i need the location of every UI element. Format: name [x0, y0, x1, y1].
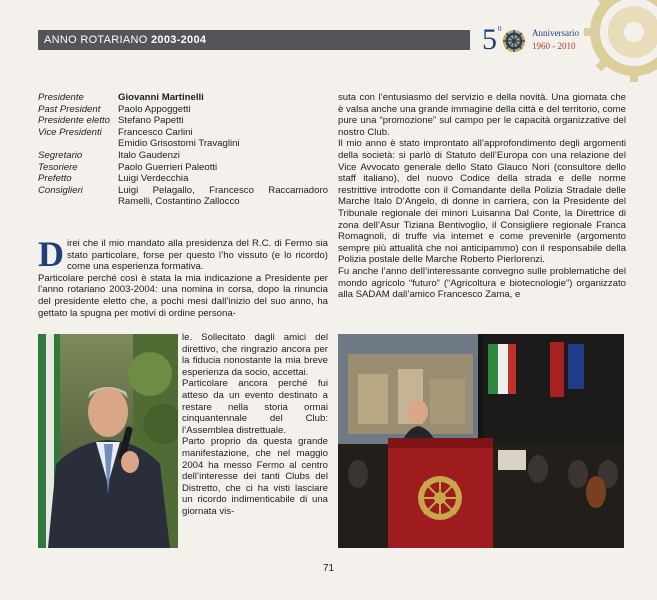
- officer-row: [38, 173, 328, 185]
- officer-name: Giovanni Martinelli: [118, 92, 204, 103]
- officer-name: Paolo Appoggetti: [118, 103, 191, 115]
- section-year: 2003-2004: [150, 34, 207, 46]
- officer-name: Francesco Carlini: [118, 126, 193, 138]
- body-paragraph: Particolare ancora perché fui atteso da un evento destinato a restare nella storia ormai cinquantennale del Club: l’Assemblea distrettuale.: [182, 378, 328, 436]
- officer-role: Prefetto: [38, 173, 72, 185]
- officer-row: [38, 162, 328, 174]
- intro-paragraph: Particolare perché così è stata la mia indicazione a Presidente per l’anno rotariano 2003-2004: una nomina in corsa, dopo la rinuncia del presidente eletto che, a pochi mesi dall’inizio del suo anno, ha gettato la spugna per motivi di ordine persona-: [38, 272, 328, 319]
- continued-text: [182, 332, 328, 518]
- officer-row: [38, 185, 328, 208]
- body-paragraph: Fu anche l’anno dell’interessante convegno sulle problematiche del mondo agricolo “futuro” (“Agricoltura e biotecnologie”) organizzato alla SADAM dall’amico Francesco Zama, e: [338, 265, 626, 301]
- rotary-wheel-icon: [501, 28, 527, 54]
- officer-name: Luigi Verdecchia: [118, 173, 189, 185]
- officers-list: [38, 92, 328, 208]
- photo-illustration: [338, 334, 624, 548]
- officer-name: Luigi Pelagallo, Francesco Raccamadoro: [118, 184, 328, 196]
- section-header: [38, 30, 470, 50]
- drop-cap: D: [38, 234, 64, 274]
- anniversary-label: Anniversario: [532, 28, 579, 38]
- officer-name: Italo Gaudenzi: [118, 149, 180, 161]
- officer-row: [38, 104, 328, 116]
- officer-role: Presidente: [38, 92, 84, 103]
- officer-name: Emidio Grisostomi Travaglini: [118, 138, 240, 150]
- officer-name: Stefano Papetti: [118, 115, 184, 127]
- officer-row: [38, 150, 328, 162]
- anniversary-logo: [480, 22, 590, 60]
- section-title: ANNO ROTARIANO: [44, 34, 148, 46]
- officer-name: Paolo Guerrieri Paleotti: [118, 161, 218, 173]
- officer-row: [38, 115, 328, 127]
- officer-role: Presidente eletto: [38, 115, 110, 127]
- officer-role: Segretario: [38, 149, 83, 161]
- officer-row: [38, 92, 328, 104]
- president-speaking-photo: [38, 334, 178, 548]
- officer-names: [118, 185, 328, 208]
- officer-role: Tesoriere: [38, 161, 78, 173]
- right-column-text: [338, 92, 626, 301]
- anniversary-number: 5: [482, 23, 497, 56]
- body-paragraph: suta con l’entusiasmo del servizio e della novità. Una giornata che è valsa anche una grande immagine della città e del territorio, come pure una “promozione” sul campo per le capacità organizzative del nostro Club.: [338, 92, 626, 138]
- body-paragraph: Parto proprio da questa grande manifestazione, che nel maggio 2004 ha messo Fermo al centro dell’interesse dei tanti Clubs del Distretto, che ci ha visti lasciare un ricordo indimenticabile di una giornata vis-: [182, 436, 328, 517]
- officer-names: [118, 127, 328, 150]
- intro-text: [38, 234, 328, 319]
- officer-role: Consiglieri: [38, 184, 83, 196]
- photo-illustration: [38, 334, 178, 548]
- anniversary-years: 1960 - 2010: [532, 41, 576, 51]
- rotary-emblem-icon: [584, 0, 657, 82]
- page-number: 71: [322, 563, 335, 574]
- officer-role: Past President: [38, 103, 101, 115]
- body-paragraph: Il mio anno è stato improntato all’approfondimento degli argomenti della società: si parlò di Statuto dell’Europa con una relazione del Vice Avvocato generale dello Stato Glauco Nori (consultore dello staff italiano), del nuovo Codice della strada e delle norme restrittive introdotte con il Comandante della Polizia Stradale delle Marche Italo D’Angelo, di donne in carriera, con la Presidente del Tribunale regionale dei minori Luisanna Dal Conte, la Direttrice di zona dell’Asur Tiziana Bentivoglio, il Consigliere regionale Franca Romagnoli, di truffe via internet e come prevenirle (argomento sempre più attualità che noi anticipammo) con il responsabile della Polizia postale delle Marche Roberto Pierlorenzi.: [338, 138, 626, 266]
- officer-row: [38, 127, 328, 150]
- intro-paragraph: irei che il mio mandato alla presidenza del R.C. di Fermo sia stato particolare, forse per questo l’ho vissuto (e lo ricordo) come una esperienza formativa.: [67, 238, 328, 273]
- officer-role: Vice Presidenti: [38, 126, 102, 138]
- officer-name: Ramelli, Costantino Zallocco: [118, 196, 240, 208]
- body-paragraph: le. Sollecitato dagli amici del direttivo, che ringrazio ancora per la fiducia nonostante la mia breve esperienza da socio, accettai.: [182, 332, 328, 378]
- anniversary-sup: 0: [498, 25, 502, 33]
- assembly-stage-photo: [338, 334, 624, 548]
